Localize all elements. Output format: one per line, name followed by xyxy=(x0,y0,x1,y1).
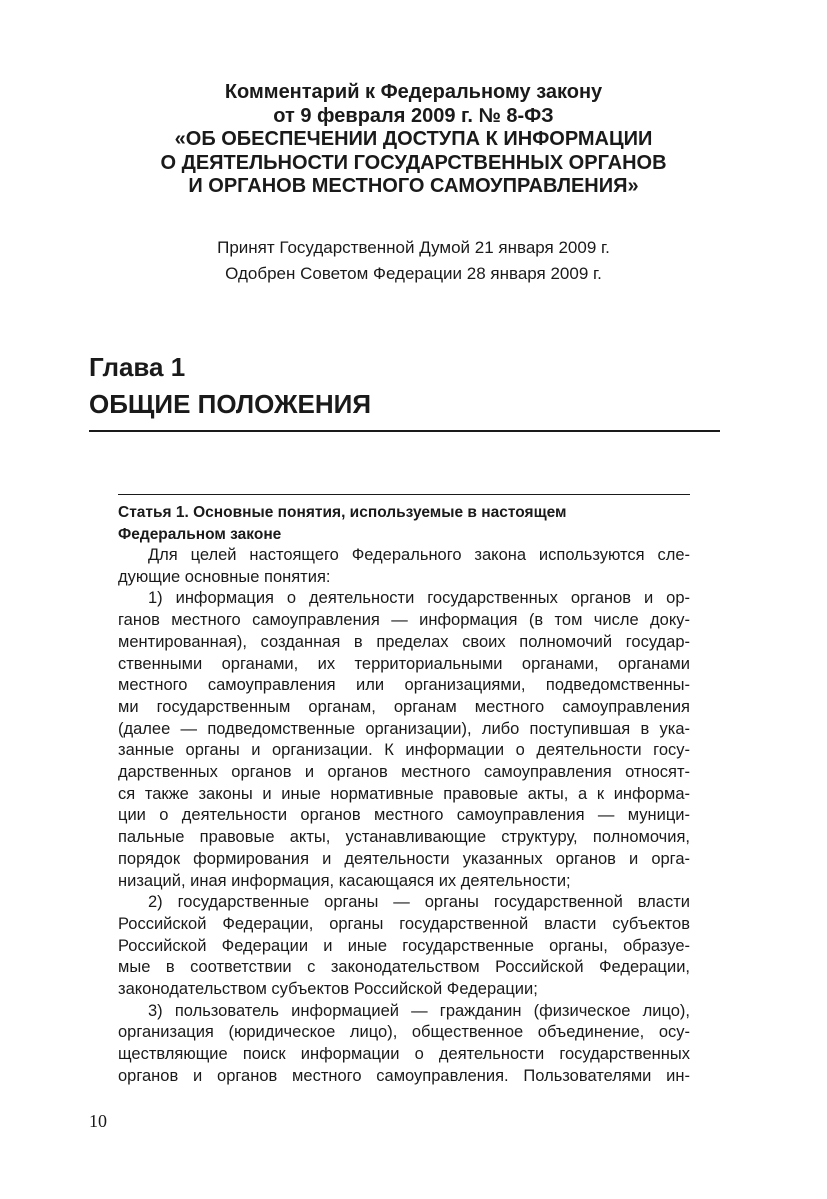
text-line: 2) государственные органы — органы государственной власти xyxy=(148,893,690,912)
article-heading xyxy=(118,502,567,545)
text-line: низаций, иная информация, касающаяся их деятельности; xyxy=(118,871,571,890)
article-body xyxy=(118,545,690,1088)
text-line: ции о деятельности органов местного самоуправления — муници- xyxy=(118,806,690,825)
text-line: занные органы и организации. К информации о деятельности госу- xyxy=(118,741,690,760)
adopted-line: Принят Государственной Думой 21 января 2009 г. xyxy=(217,238,610,257)
text-line: ми государственным органам, органам местного самоуправления xyxy=(118,697,690,716)
title-line: И ОРГАНОВ МЕСТНОГО САМОУПРАВЛЕНИЯ» xyxy=(188,175,639,197)
article-heading-line: Федеральном законе xyxy=(118,525,282,543)
article-divider xyxy=(118,494,690,495)
text-line: организация (юридическое лицо), общественное объединение, осу- xyxy=(118,1023,690,1042)
document-title xyxy=(0,81,827,199)
text-line: порядок формирования и деятельности указанных органов и орга- xyxy=(118,849,690,868)
chapter-title: ОБЩИЕ ПОЛОЖЕНИЯ xyxy=(89,389,372,419)
text-line: местного самоуправления или организациями, подведомственны- xyxy=(118,676,690,695)
text-line: ственными органами, их территориальными органами, органами xyxy=(118,654,690,673)
text-line: ганов местного самоуправления — информация (в том числе доку- xyxy=(118,611,690,630)
text-line: (далее — подведомственные организации), либо поступившая в ука- xyxy=(118,719,690,738)
text-line: дующие основные понятия: xyxy=(118,567,331,586)
adoption-info xyxy=(0,235,827,287)
text-line: дарственных органов и органов местного самоуправления относят- xyxy=(118,763,690,782)
text-line: 3) пользователь информацией — гражданин (физическое лицо), xyxy=(148,1001,690,1020)
text-line: Российской Федерации и иные государственные органы, образуе- xyxy=(118,936,690,955)
text-line: мые в соответствии с законодательством Российской Федерации, xyxy=(118,958,690,977)
text-line: Российской Федерации, органы государственной власти субъектов xyxy=(118,914,690,933)
text-line: ществляющие поиск информации о деятельности государственных xyxy=(118,1045,690,1064)
approved-line: Одобрен Советом Федерации 28 января 2009 г. xyxy=(225,264,602,283)
title-line: Комментарий к Федеральному закону xyxy=(224,81,603,103)
title-line: от 9 февраля 2009 г. № 8-ФЗ xyxy=(273,104,554,127)
text-line: Для целей настоящего Федерального закона используются сле- xyxy=(148,546,690,564)
title-line: «ОБ ОБЕСПЕЧЕНИИ ДОСТУПА К ИНФОРМАЦИИ xyxy=(174,128,653,150)
chapter-number: Глава 1 xyxy=(89,352,186,382)
title-line: О ДЕЯТЕЛЬНОСТИ ГОСУДАРСТВЕННЫХ ОРГАНОВ xyxy=(160,151,667,174)
text-line: органов и органов местного самоуправления. Пользователями ин- xyxy=(118,1066,690,1085)
page-number: 10 xyxy=(89,1111,107,1131)
text-line: пальные правовые акты, устанавливающие структуру, полномочия, xyxy=(118,828,690,847)
text-line: ментированная), созданная в пределах своих полномочий государ- xyxy=(118,632,690,651)
article-heading-line: Статья 1. Основные понятия, используемые в настоящем xyxy=(118,504,567,521)
chapter-divider xyxy=(89,430,720,432)
text-line: 1) информация о деятельности государственных органов и ор- xyxy=(148,589,690,608)
text-line: законодательством субъектов Российской Федерации; xyxy=(118,980,538,999)
text-line: ся также законы и иные нормативные правовые акты, а к информа- xyxy=(118,784,690,803)
